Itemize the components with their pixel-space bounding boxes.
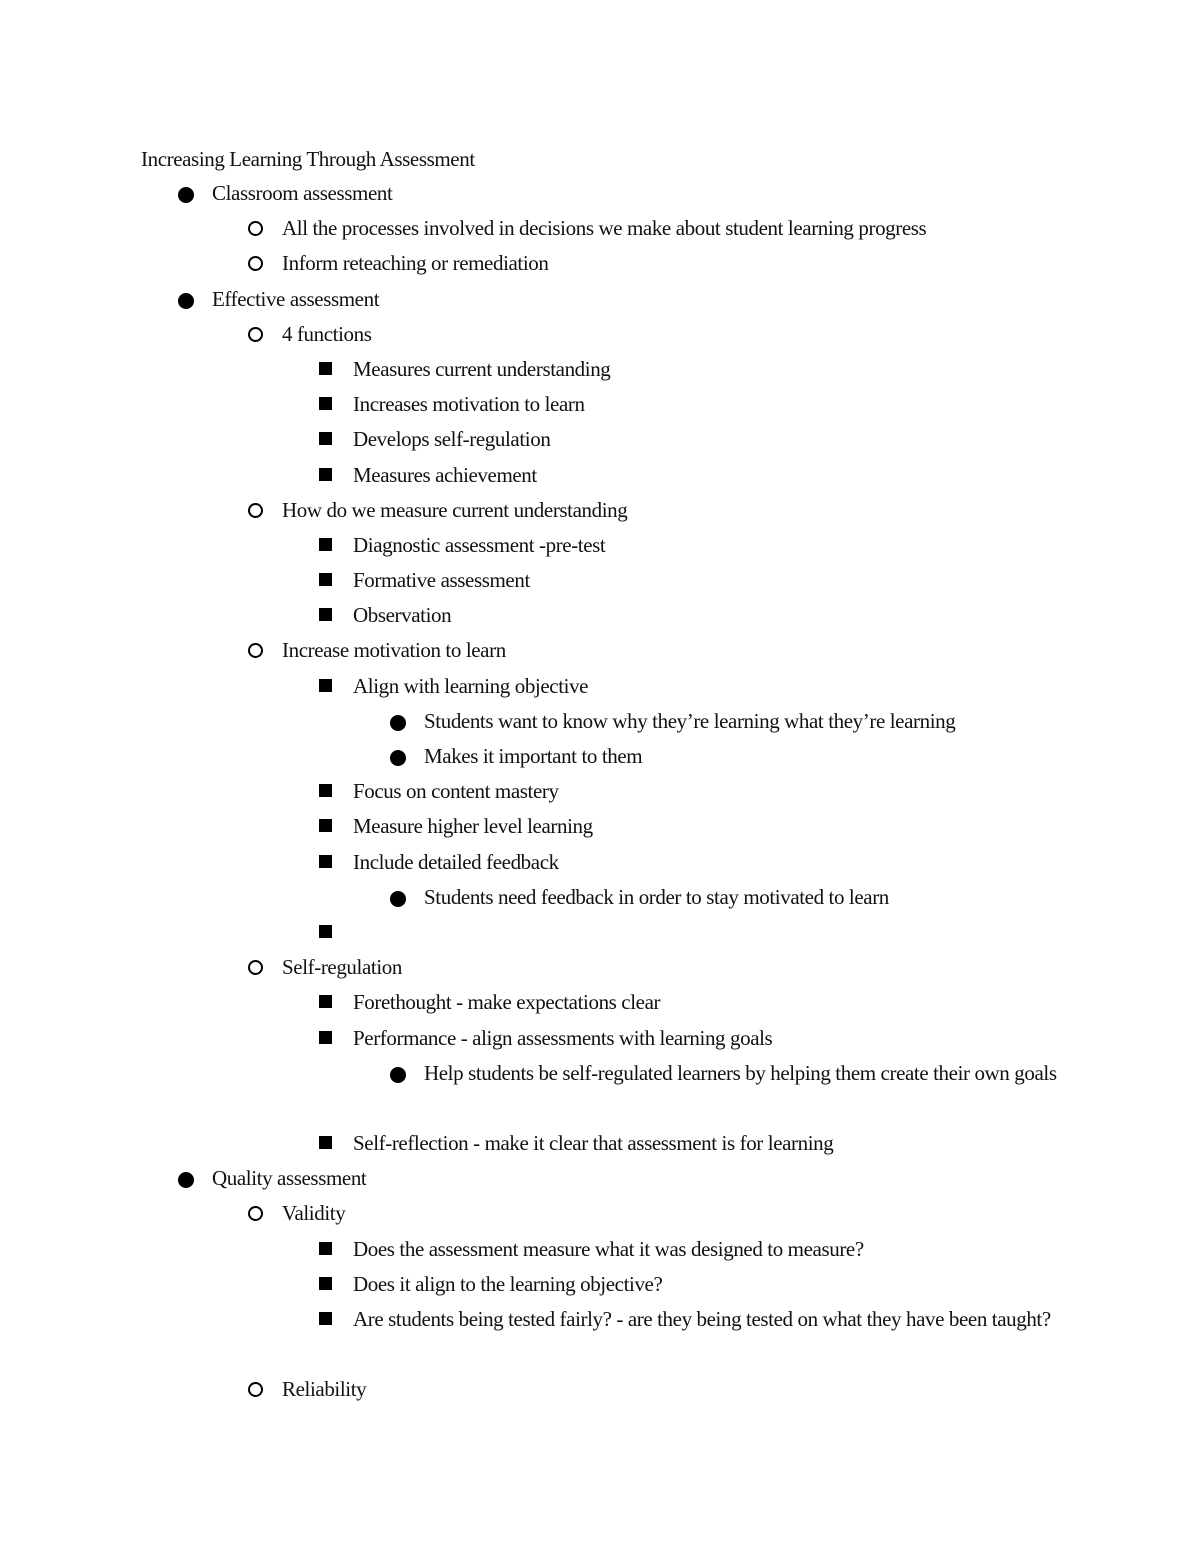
square-bullet-icon [319,1136,332,1149]
list-item-text: Reliability [282,1377,367,1402]
square-bullet-icon [319,573,332,586]
document-title: Increasing Learning Through Assessment [141,147,475,171]
square-bullet-icon [319,432,332,445]
square-bullet-icon [319,679,332,692]
list-item [0,387,1200,422]
list-item [0,317,1200,352]
list-item [0,1232,1200,1267]
list-item [0,1267,1200,1302]
list-item [0,563,1200,598]
filled-circle-bullet-icon [178,1172,194,1188]
list-item [0,528,1200,563]
square-bullet-icon [319,1031,332,1044]
filled-circle-bullet-icon [178,187,194,203]
square-bullet-icon [319,538,332,551]
list-item [0,176,1200,211]
list-item-text: Self-regulation [282,955,402,980]
list-item-text: Classroom assessment [212,181,393,205]
list-item-text: Observation [353,603,452,628]
hollow-circle-bullet-icon [248,643,263,658]
hollow-circle-bullet-icon [248,256,263,271]
list-item [0,1056,1200,1126]
list-item-text: Does the assessment measure what it was designed to measure? [353,1236,864,1261]
square-bullet-icon [319,608,332,621]
list-item-text: Diagnostic assessment -pre-test [353,532,606,557]
list-item [0,809,1200,844]
filled-circle-bullet-icon [390,750,406,766]
bullet-outline [0,176,1200,1408]
list-item [0,1302,1200,1372]
list-item [0,739,1200,774]
list-item-text: Does it align to the learning objective? [353,1271,663,1296]
list-item-text: Increases motivation to learn [353,392,585,417]
list-item [0,422,1200,457]
list-item-text: Students need feedback in order to stay motivated to learn [424,884,889,909]
list-item [0,915,1200,950]
hollow-circle-bullet-icon [248,221,263,236]
list-item-text: Are students being tested fairly? - are they being tested on what they have been taught? [353,1307,1051,1332]
list-item [0,352,1200,387]
list-item-text: Forethought - make expectations clear [353,990,661,1015]
list-item-text: Students want to know why they’re learning what they’re learning [424,708,956,733]
list-item [0,669,1200,704]
square-bullet-icon [319,784,332,797]
hollow-circle-bullet-icon [248,960,263,975]
filled-circle-bullet-icon [178,293,194,309]
list-item-text: 4 functions [282,321,372,346]
list-item-text: Measures achievement [353,462,537,487]
list-item [0,1126,1200,1161]
list-item [0,985,1200,1020]
filled-circle-bullet-icon [390,1067,406,1083]
list-item-text: Validity [282,1201,346,1226]
square-bullet-icon [319,362,332,375]
list-item [0,880,1200,915]
hollow-circle-bullet-icon [248,1382,263,1397]
list-item-text: Self-reflection - make it clear that assessment is for learning [353,1131,834,1156]
list-item-text: Increase motivation to learn [282,638,506,663]
list-item-text: Inform reteaching or remediation [282,251,549,276]
list-item [0,246,1200,281]
list-item [0,598,1200,633]
list-item-text: Focus on content mastery [353,779,559,804]
list-item [0,633,1200,668]
square-bullet-icon [319,397,332,410]
list-item-text: Help students be self-regulated learners by helping them create their own goals [424,1060,1057,1085]
list-item-text: Include detailed feedback [353,849,559,874]
hollow-circle-bullet-icon [248,1206,263,1221]
list-item [0,1372,1200,1407]
square-bullet-icon [319,1277,332,1290]
hollow-circle-bullet-icon [248,503,263,518]
filled-circle-bullet-icon [390,891,406,907]
list-item-text: Performance - align assessments with learning goals [353,1025,773,1050]
list-item-text: Makes it important to them [424,744,643,768]
square-bullet-icon [319,925,332,938]
list-item [0,211,1200,246]
list-item [0,458,1200,493]
square-bullet-icon [319,1242,332,1255]
list-item [0,1161,1200,1196]
list-item [0,1196,1200,1231]
square-bullet-icon [319,855,332,868]
square-bullet-icon [319,468,332,481]
list-item-text: Quality assessment [212,1166,367,1191]
list-item [0,845,1200,880]
list-item [0,704,1200,739]
list-item-text: Measure higher level learning [353,814,593,839]
filled-circle-bullet-icon [390,715,406,731]
hollow-circle-bullet-icon [248,327,263,342]
list-item [0,282,1200,317]
list-item-text: Formative assessment [353,568,530,593]
list-item [0,774,1200,809]
square-bullet-icon [319,1312,332,1325]
list-item [0,1021,1200,1056]
list-item [0,950,1200,985]
list-item-text: Measures current understanding [353,356,611,381]
square-bullet-icon [319,995,332,1008]
square-bullet-icon [319,819,332,832]
list-item [0,493,1200,528]
list-item-text: Effective assessment [212,286,380,311]
list-item-text: How do we measure current understanding [282,497,628,522]
list-item-text: All the processes involved in decisions we make about student learning progress [282,216,927,241]
list-item-text: Develops self-regulation [353,427,551,452]
list-item-text: Align with learning objective [353,673,589,698]
